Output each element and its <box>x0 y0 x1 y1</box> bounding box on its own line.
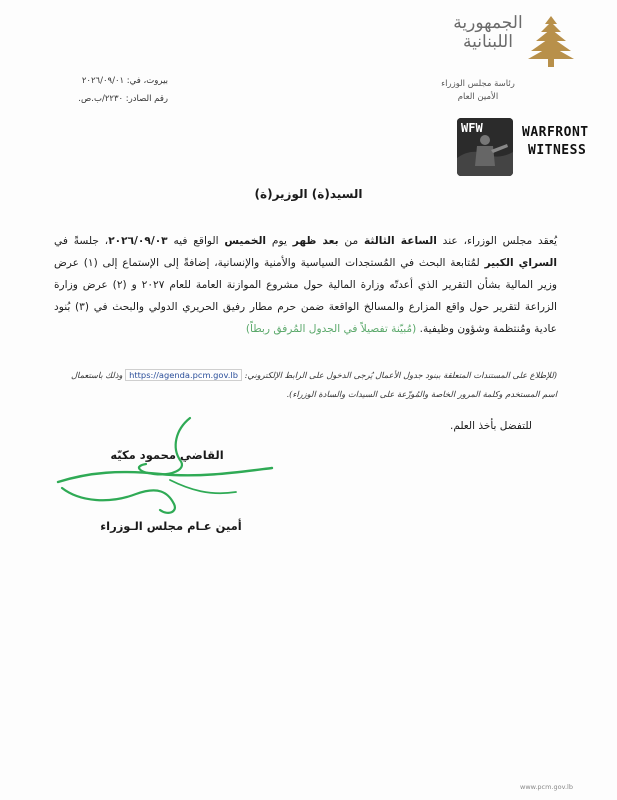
letter-body <box>54 230 557 340</box>
office-name: رئاسة مجلس الوزراء <box>441 79 515 89</box>
salutation: السيد(ة) الوزير(ة) <box>254 187 363 201</box>
footer-url: www.pcm.gov.lb <box>520 783 573 791</box>
crest-line-2: اللبنانية <box>463 32 513 52</box>
date-line: بيروت، في: ٢٠٢٦/٠٩/٠١ <box>81 76 168 86</box>
office-role: الأمين العام <box>457 92 499 102</box>
cedar-icon <box>526 14 576 68</box>
closing-line: للتفضل بأخذ العلم. <box>450 420 532 432</box>
body-text-4: الواقع فيه <box>173 235 219 247</box>
watermark-line-2: WITNESS <box>528 143 587 158</box>
meeting-day: الخميس <box>224 235 267 247</box>
body-text-2: من <box>344 235 359 247</box>
portal-note <box>60 366 557 404</box>
meeting-date: ٢٠٢٦/٠٩/٠٣ <box>108 235 168 247</box>
note-text-1: (للإطلاع على المستندات المتعلقة ببنود جدول الأعمال يُرجى الدخول على الرابط الإلكتروني: <box>244 370 557 380</box>
body-text-1: يُعقد مجلس الوزراء، عند <box>442 235 557 247</box>
attachment-note: (مُبيّنة تفصيلاً في الجدول المُرفق ربطاً) <box>245 323 417 335</box>
letter-meta <box>58 72 168 108</box>
crest-line-1: الجمهورية <box>453 13 523 33</box>
crest-title <box>438 14 538 52</box>
body-text-3: يوم <box>271 235 287 247</box>
signatory-name: القاضي محمود مكيّه <box>110 448 224 462</box>
body-text-6: لمُتابعة البحث في المُستجدات السياسية والأمنية والإنسانية، إضافةً إلى الإستماع إلى (١) عرض وزير المالية بشأن التقرير الذي أعدتّه وزارة المالية حول مشروع الموازنة العامة للعام ٢٠٢٧ و (٢) عرض وزارة الزراعة لتقرير حول واقع المزارع والمسالخ الواقعة ضمن حرم مطار رفيق الحريري الدولي والبحث في (٣) بُنود عادية ومُنتظمة وشؤون وظيفية. <box>54 257 558 335</box>
meeting-place: السراي الكبير <box>484 257 557 269</box>
agenda-link[interactable]: https://agenda.pcm.gov.lb <box>125 369 242 381</box>
watermark-logo <box>457 118 513 176</box>
note-text-2: وذلك باستعمال اسم المستخدم وكلمة المرور الخاصة والمُوزّعة على السيدات والسادة الوزراء). <box>71 370 557 399</box>
handwritten-signature <box>50 410 280 520</box>
reference-line: رقم الصادر: ٢٢٣٠/ب.ص. <box>78 94 168 104</box>
after-noon: بعد ظهر <box>292 235 339 247</box>
meeting-time: الساعة الثالثة <box>364 235 437 247</box>
watermark-line-1: WARFRONT <box>522 125 589 140</box>
signatory-title: أمين عـام مجلس الـوزراء <box>100 519 242 533</box>
watermark-logo-text: WFW <box>461 121 483 135</box>
body-text-5: ، جلسةً في <box>54 235 109 247</box>
watermark-text <box>522 124 602 160</box>
